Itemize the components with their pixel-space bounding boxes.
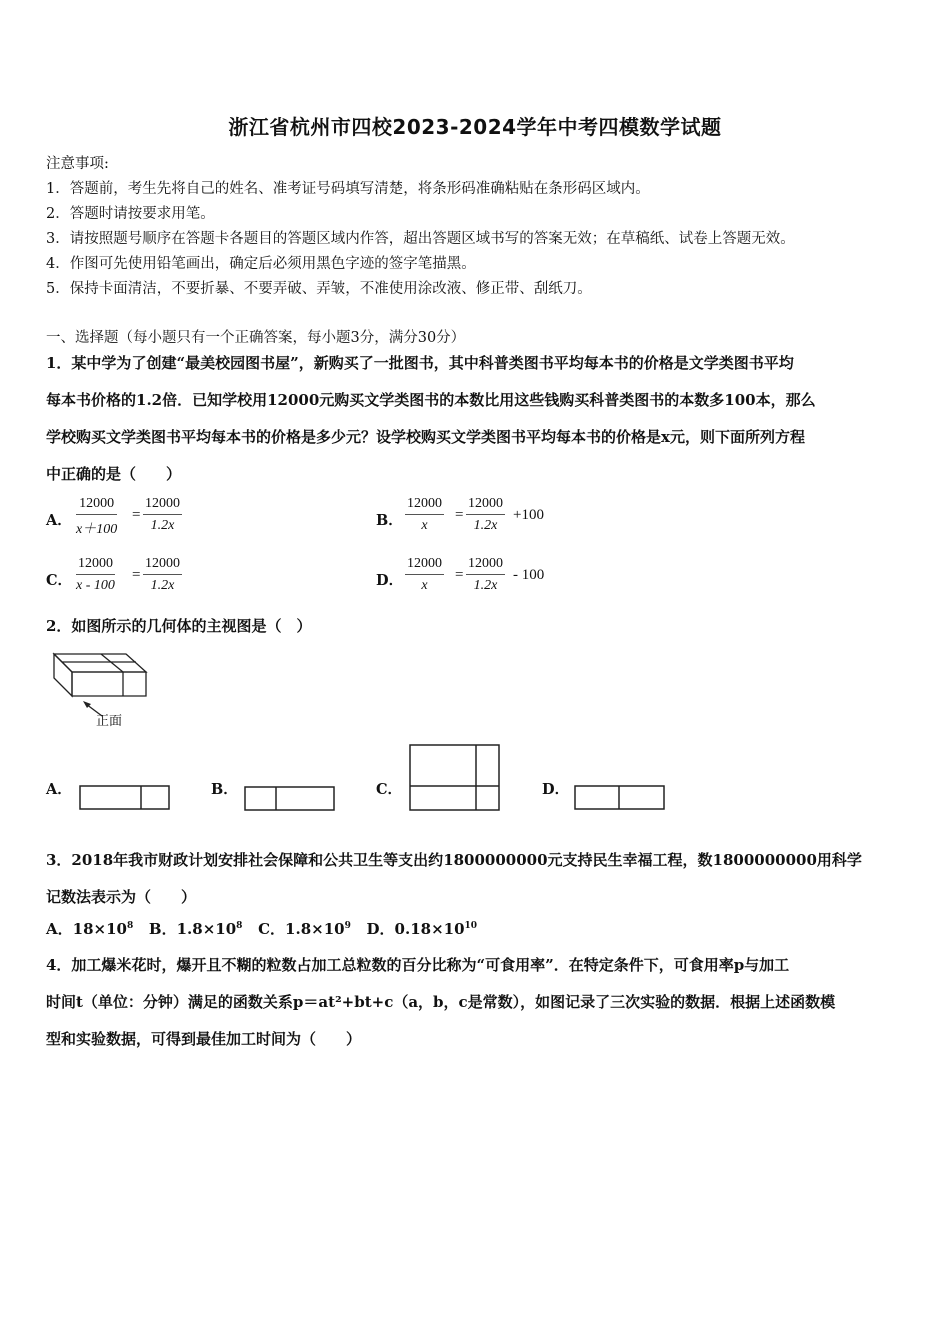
- question-4-line: 4．加工爆米花时，爆开且不糊的粒数占加工总粒数的百分比称为“可食用率”．在特定条件下，可食用率p与加工: [46, 956, 790, 974]
- option-d-label[interactable]: D．: [376, 572, 404, 589]
- equals-sign: =: [132, 567, 141, 583]
- page-title: 浙江省杭州市四校2023-2024学年中考四模数学试题: [228, 115, 722, 139]
- option-d-tail: - 100: [513, 567, 545, 583]
- q3-option-a[interactable]: A．$18\times 10^8$: [46, 920, 134, 938]
- numerator: 12000: [405, 496, 444, 515]
- q3-option-c[interactable]: C．$1.8\times 10^9$: [258, 920, 351, 938]
- numerator: 12000: [405, 556, 444, 575]
- q2-option-b-figure: [244, 786, 336, 812]
- q2-option-d-figure: [574, 785, 666, 811]
- question-4-line: 型和实验数据，可得到最佳加工时间为（ ）: [46, 1030, 362, 1048]
- q2-option-c-label[interactable]: C．: [376, 781, 403, 798]
- option-b-label[interactable]: B．: [376, 512, 403, 529]
- denominator: 1.2x: [473, 578, 498, 593]
- q3-option-d[interactable]: D．$0.18\times 10^{10}$: [366, 920, 478, 938]
- figure-caption-front: 正面: [96, 714, 123, 729]
- numerator: 12000: [466, 496, 505, 515]
- notice-item: 4．作图可先使用铅笔画出，确定后必须用黑色字迹的签字笔描黑。: [46, 256, 476, 272]
- denominator: x＋100: [76, 522, 118, 537]
- question-4-line: 时间t（单位：分钟）满足的函数关系p＝at²+bt+c（a，b，c是常数），如图记录了三次实验的数据．根据上述函数模: [46, 993, 836, 1011]
- q2-option-a-label[interactable]: A．: [46, 781, 72, 798]
- q2-option-c-figure: [409, 744, 501, 812]
- denominator: x - 100: [76, 578, 115, 593]
- notice-heading: 注意事项:: [46, 156, 109, 172]
- equals-sign: =: [455, 507, 464, 523]
- q2-option-b-label[interactable]: B．: [211, 781, 238, 798]
- numerator: 12000: [76, 496, 117, 515]
- q3-option-b[interactable]: B．$1.8\times 10^8$: [148, 920, 243, 938]
- question-3-line: 3．2018年我市财政计划安排社会保障和公共卫生等支出约1800000000元支持民生幸福工程，数1800000000用科学: [46, 851, 862, 869]
- numerator: 12000: [76, 556, 115, 575]
- option-c-label[interactable]: C．: [46, 572, 73, 589]
- option-b-tail: +100: [513, 507, 544, 523]
- option-a-right-fraction: [143, 496, 182, 534]
- question-3-line: 记数法表示为（ ）: [46, 888, 197, 906]
- denominator: x: [421, 578, 428, 593]
- notice-item: 1．答题前，考生先将自己的姓名、准考证号码填写清楚，将条形码准确粘贴在条形码区域内。: [46, 181, 650, 197]
- notice-item: 2．答题时请按要求用笔。: [46, 206, 215, 222]
- equals-sign: =: [132, 507, 141, 523]
- notice-item: 3．请按照题号顺序在答题卡各题目的答题区域内作答，超出答题区域书写的答案无效；在草稿纸、试卷上答题无效。: [46, 231, 795, 247]
- question-1-line: 每本书价格的1.2倍．已知学校用12000元购买文学类图书的本数比用这些钱购买科普类图书的本数多100本，那么: [46, 391, 816, 409]
- option-d-left-fraction: [405, 556, 444, 594]
- option-a-left-fraction: [76, 496, 117, 538]
- denominator: 1.2x: [150, 518, 175, 533]
- question-1-line: 学校购买文学类图书平均每本书的价格是多少元？设学校购买文学类图书平均每本书的价格是x元，则下面所列方程: [46, 428, 805, 446]
- denominator: 1.2x: [473, 518, 498, 533]
- denominator: x: [421, 518, 428, 533]
- question-1-line: 1．某中学为了创建“最美校园图书屋”，新购买了一批图书，其中科普类图书平均每本书的价格是文学类图书平均: [46, 354, 794, 372]
- option-c-left-fraction: [76, 556, 115, 594]
- option-a-label[interactable]: A．: [46, 512, 72, 529]
- numerator: 12000: [466, 556, 505, 575]
- option-c-right-fraction: [143, 556, 182, 594]
- question-2-text: 2．如图所示的几何体的主视图是（ ）: [46, 617, 312, 635]
- q3-options-row: [46, 918, 477, 939]
- q2-option-d-label[interactable]: D．: [542, 781, 570, 798]
- notice-item: 5．保持卡面清洁，不要折暴、不要弄破、弄皱，不准使用涂改液、修正带、刮纸刀。: [46, 281, 592, 297]
- equals-sign: =: [455, 567, 464, 583]
- option-b-right-fraction: [466, 496, 505, 534]
- denominator: 1.2x: [150, 578, 175, 593]
- section-heading: 一、选择题（每小题只有一个正确答案，每小题3分，满分30分）: [46, 330, 466, 346]
- numerator: 12000: [143, 496, 182, 515]
- question-1-line: 中正确的是（ ）: [46, 465, 182, 483]
- option-d-right-fraction: [466, 556, 505, 594]
- numerator: 12000: [143, 556, 182, 575]
- option-b-left-fraction: [405, 496, 444, 534]
- q2-option-a-figure: [79, 785, 171, 811]
